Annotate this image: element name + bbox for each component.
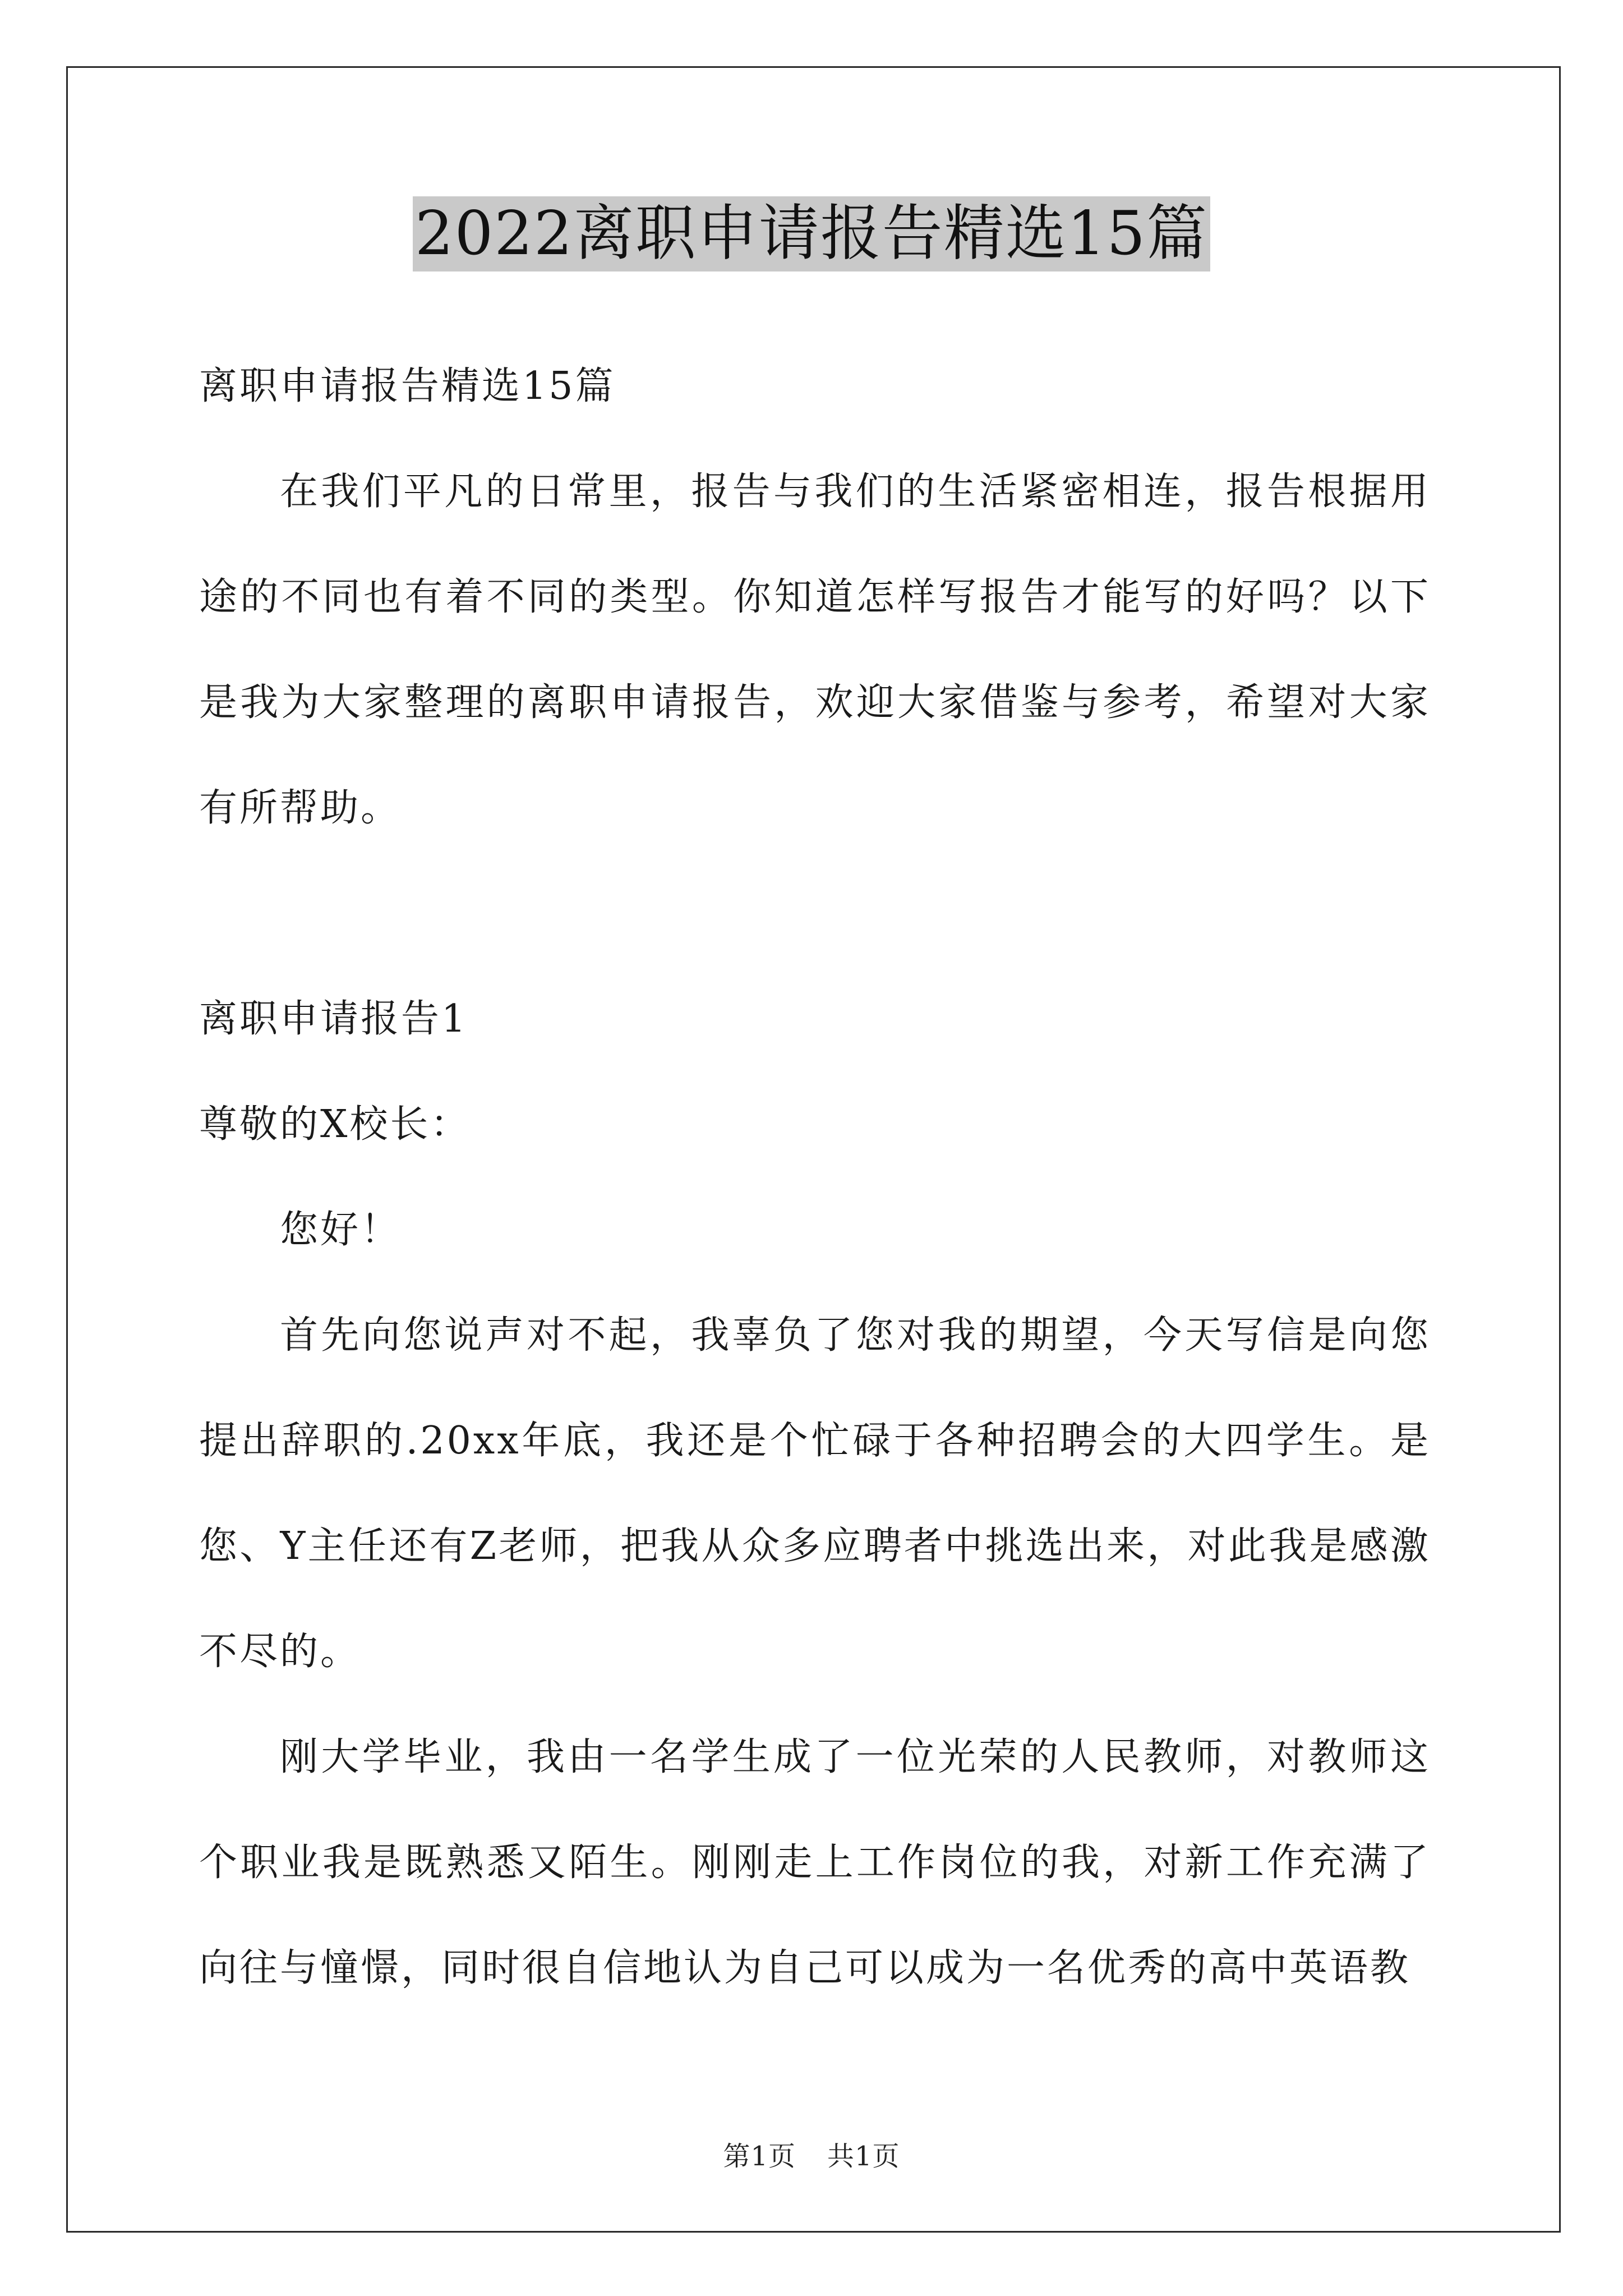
title-container xyxy=(0,196,1623,272)
document-body xyxy=(199,334,1431,2021)
salutation: 尊敬的X校长： xyxy=(199,1102,471,1147)
page-number-total: 共1页 xyxy=(827,2141,900,2172)
intro-paragraph: 在我们平凡的日常里，报告与我们的生活紧密相连，报告根据用途的不同也有着不同的类型。你知道怎样写报告才能写的好吗？以下是我为大家整理的离职申请报告，欢迎大家借鉴与参考，希望对大家有所帮助。 xyxy=(199,470,1431,830)
document-subtitle: 离职申请报告精选15篇 xyxy=(199,364,616,408)
body-paragraph-1: 首先向您说声对不起，我辜负了您对我的期望，今天写信是向您提出辞职的.20xx年底，我还是个忙碌于各种招聘会的大四学生。是您、Y主任还有Z老师，把我从众多应聘者中挑选出来，对此我是感激不尽的。 xyxy=(199,1313,1431,1674)
page-number-current: 第1页 xyxy=(723,2141,796,2172)
greeting: 您好！ xyxy=(280,1208,402,1252)
document-title: 2022离职申请报告精选15篇 xyxy=(413,196,1210,272)
page-footer xyxy=(0,2134,1623,2173)
body-paragraph-2: 刚大学毕业，我由一名学生成了一位光荣的人民教师，对教师这个职业我是既熟悉又陌生。刚刚走上工作岗位的我，对新工作充满了向往与憧憬，同时很自信地认为自己可以成为一名优秀的高中英语教 xyxy=(199,1735,1431,1990)
section-heading: 离职申请报告1 xyxy=(199,997,468,1041)
